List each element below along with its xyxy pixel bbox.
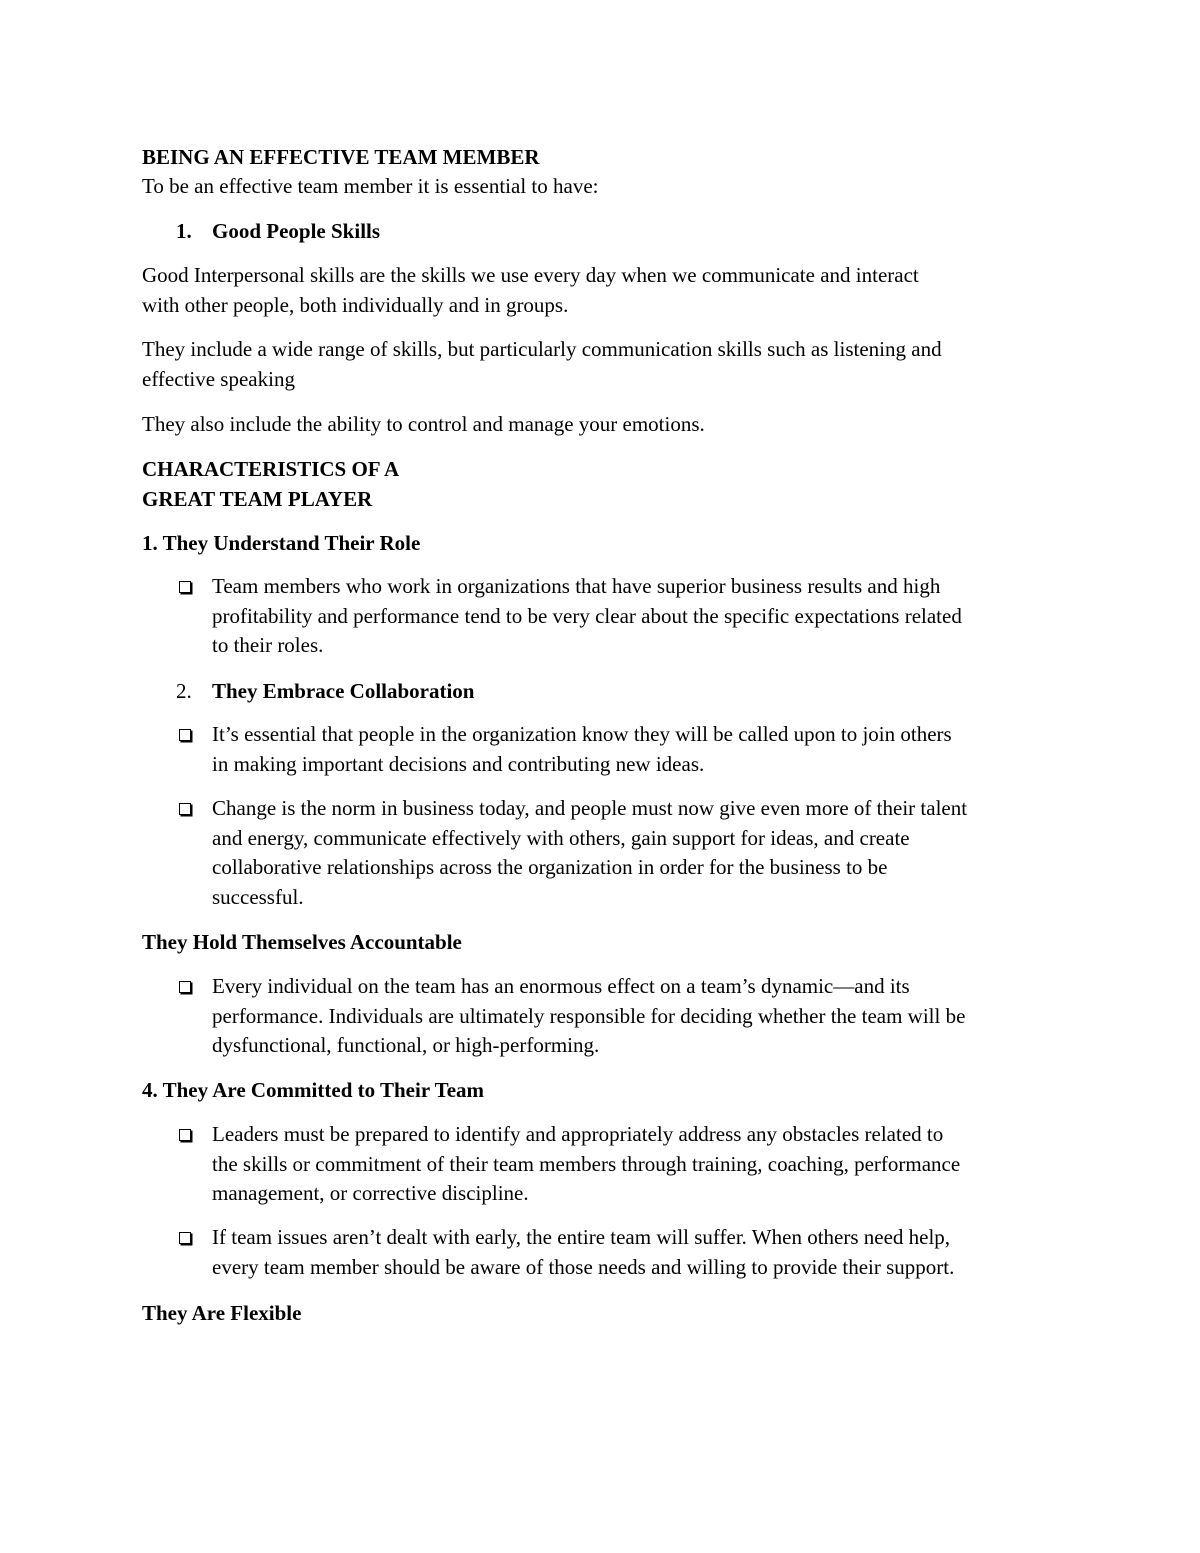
bullet-line: and energy, communicate effectively with others, gain support for ideas, and create: [212, 825, 910, 850]
bullet-understand-role: [212, 572, 1092, 661]
bullet-line: If team issues aren’t dealt with early, the entire team will suffer. When others need help,: [212, 1225, 951, 1249]
heading-line: CHARACTERISTICS OF A: [142, 457, 400, 481]
section-understand-role: 1. They Understand Their Role: [142, 531, 421, 555]
bullet-collaboration-1: [212, 720, 1092, 779]
bullet-collaboration-2: [212, 794, 1092, 912]
bullet-line: management, or corrective discipline.: [212, 1181, 529, 1205]
bullet-line: Every individual on the team has an enormous effect on a team’s dynamic—and its: [212, 974, 910, 998]
paragraph-line: They include a wide range of skills, but particularly communication skills such as listening and: [142, 337, 942, 361]
bullet-line: performance. Individuals are ultimately responsible for deciding whether the team will be: [212, 1003, 966, 1028]
section-accountable: They Hold Themselves Accountable: [142, 930, 462, 954]
checkbox-bullet-icon: [179, 1129, 191, 1141]
bullet-line: It’s essential that people in the organization know they will be called upon to join others: [212, 722, 952, 746]
heading-line: GREAT TEAM PLAYER: [142, 487, 373, 511]
bullet-accountable: [212, 972, 1092, 1061]
intro-text: To be an effective team member it is essential to have:: [142, 174, 599, 198]
section-flexible: They Are Flexible: [142, 1301, 302, 1325]
section-committed: 4. They Are Committed to Their Team: [142, 1078, 485, 1102]
list-number: 2.: [176, 679, 192, 703]
bullet-line: successful.: [212, 884, 304, 909]
checkbox-bullet-icon: [179, 981, 191, 993]
checkbox-bullet-icon: [179, 1232, 191, 1244]
section-collaboration: They Embrace Collaboration: [212, 679, 475, 703]
list-number: 1.: [176, 219, 192, 243]
paragraph-line: with other people, both individually and in groups.: [142, 293, 569, 317]
checkbox-bullet-icon: [179, 581, 191, 593]
bullet-line: every team member should be aware of those needs and willing to provide their support.: [212, 1254, 955, 1279]
bullet-line: profitability and performance tend to be very clear about the specific expectations related: [212, 603, 962, 628]
bullet-committed-1: [212, 1120, 1092, 1209]
paragraph-skills-range: [142, 334, 1072, 394]
bullet-committed-2: [212, 1223, 1092, 1282]
document-title: BEING AN EFFECTIVE TEAM MEMBER: [142, 145, 540, 169]
checkbox-bullet-icon: [179, 803, 191, 815]
paragraph-emotions: They also include the ability to control and manage your emotions.: [142, 412, 705, 436]
section-heading-characteristics: [142, 454, 1072, 514]
paragraph-line: effective speaking: [142, 367, 295, 391]
bullet-line: Team members who work in organizations that have superior business results and high: [212, 574, 941, 598]
bullet-line: collaborative relationships across the organization in order for the business to be: [212, 855, 888, 879]
bullet-line: dysfunctional, functional, or high-performing.: [212, 1033, 600, 1057]
bullet-line: to their roles.: [212, 633, 324, 657]
bullet-line: in making important decisions and contributing new ideas.: [212, 751, 705, 776]
bullet-line: the skills or commitment of their team members through training, coaching, performance: [212, 1151, 961, 1176]
checkbox-bullet-icon: [179, 729, 191, 741]
bullet-line: Leaders must be prepared to identify and appropriately address any obstacles related to: [212, 1122, 944, 1146]
paragraph-interpersonal: [142, 260, 1072, 320]
list-heading-people-skills: Good People Skills: [212, 219, 381, 243]
paragraph-line: Good Interpersonal skills are the skills we use every day when we communicate and interact: [142, 263, 919, 287]
bullet-line: Change is the norm in business today, and people must now give even more of their talent: [212, 796, 968, 820]
